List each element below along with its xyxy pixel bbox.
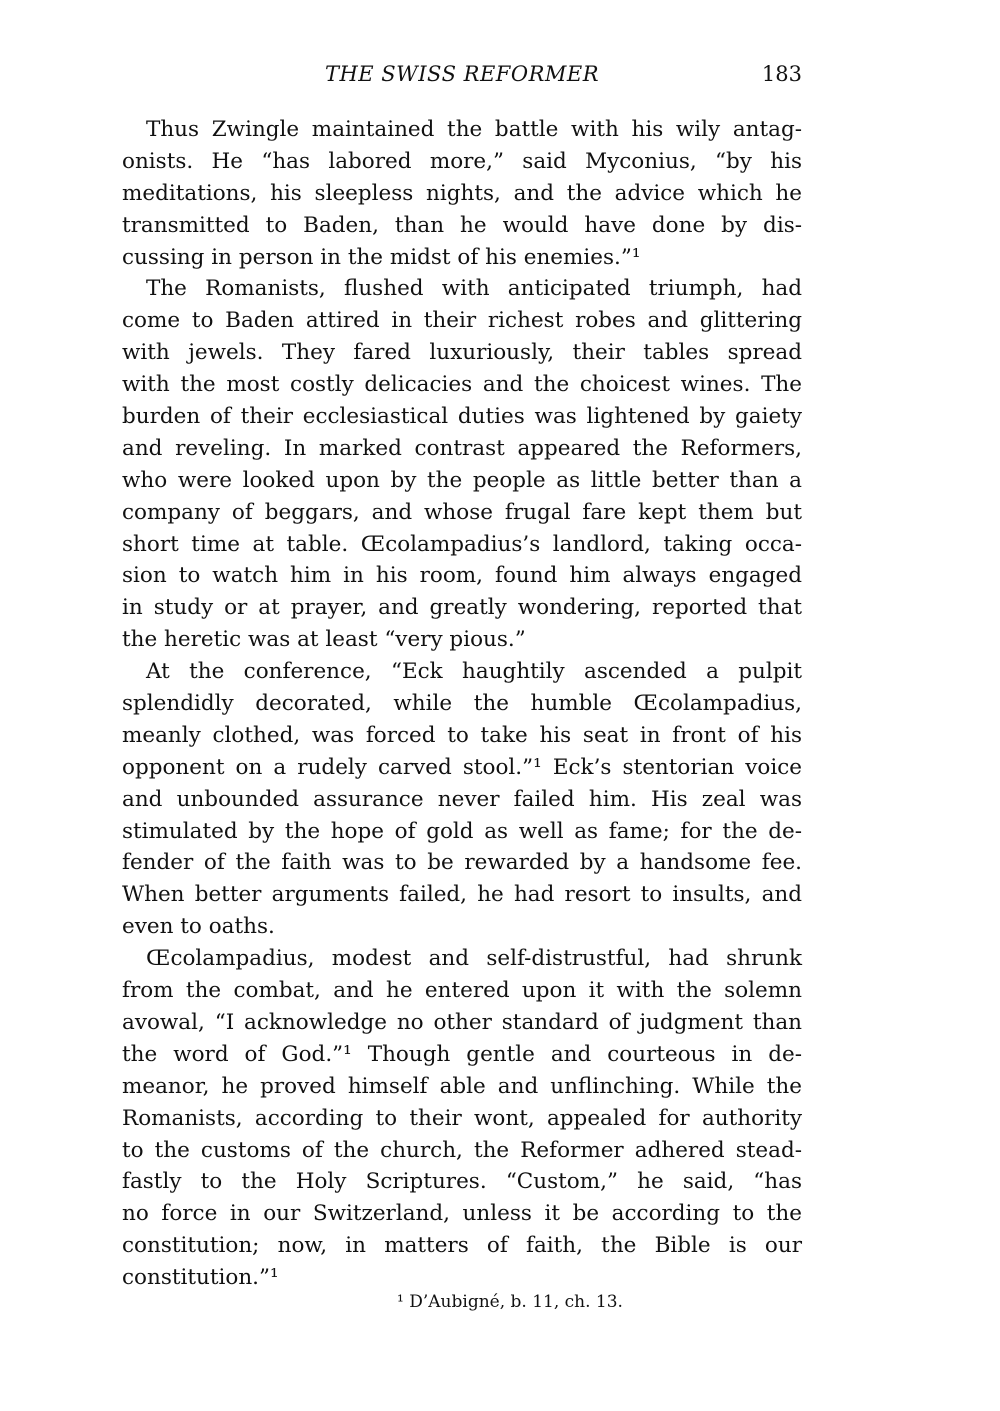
text-line: with the most costly delicacies and the choicest wines. The [122,372,802,398]
text-line: stimulated by the hope of gold as well as fame; for the de- [122,818,802,844]
text-line: Romanists, according to their wont, appealed for authority [122,1105,802,1131]
text-line: in study or at prayer, and greatly wondering, reported that [122,595,802,621]
text-line: and unbounded assurance never failed him. His zeal was [122,786,802,812]
text-line: transmitted to Baden, than he would have done by dis- [122,212,802,238]
page-header [122,62,802,92]
text-line: fender of the faith was to be rewarded by a handsome fee. [122,850,802,876]
text-line: constitution.”¹ [122,1265,279,1291]
text-line: the word of God.”¹ Though gentle and courteous in de- [122,1041,802,1067]
running-title: THE SWISS REFORMER [324,62,600,86]
text-line: sion to watch him in his room, found him always engaged [122,563,802,589]
text-line: meanly clothed, was forced to take his seat in front of his [122,722,802,748]
text-line: come to Baden attired in their richest robes and glittering [122,308,802,334]
paragraph [122,656,802,943]
text-line: company of beggars, and whose frugal fare kept them but [122,499,802,525]
paragraph [122,943,802,1294]
text-line: onists. He “has labored more,” said Myconius, “by his [122,148,802,174]
text-line: Œcolampadius, modest and self-distrustful, had shrunk [146,946,802,972]
text-line: no force in our Switzerland, unless it be according to the [122,1201,802,1227]
text-line: splendidly decorated, while the humble Œcolampadius, [122,691,802,717]
text-line: meditations, his sleepless nights, and the advice which he [122,180,802,206]
footnote: ¹ D’Aubigné, b. 11, ch. 13. [397,1292,623,1312]
text-line: At the conference, “Eck haughtily ascended a pulpit [146,659,802,685]
text-line: from the combat, and he entered upon it with the solemn [122,978,802,1004]
text-line: When better arguments failed, he had resort to insults, and [122,882,802,908]
text-line: meanor, he proved himself able and unflinching. While the [122,1073,802,1099]
text-line: and reveling. In marked contrast appeared the Reformers, [122,435,802,461]
paragraph [122,273,802,656]
body-text [122,114,802,1294]
text-line: constitution; now, in matters of faith, the Bible is our [122,1233,802,1259]
page-number: 183 [761,62,802,86]
text-line: opponent on a rudely carved stool.”¹ Eck’s stentorian voice [122,754,802,780]
text-line: The Romanists, flushed with anticipated triumph, had [146,276,802,302]
text-line: avowal, “I acknowledge no other standard of judgment than [122,1009,802,1035]
text-line: even to oaths. [122,914,275,940]
text-line: burden of their ecclesiastical duties was lightened by gaiety [122,404,802,430]
text-line: the heretic was at least “very pious.” [122,627,526,653]
text-line: with jewels. They fared luxuriously, their tables spread [122,340,802,366]
text-line: fastly to the Holy Scriptures. “Custom,” he said, “has [122,1169,802,1195]
text-line: short time at table. Œcolampadius’s landlord, taking occa- [122,531,802,557]
text-line: cussing in person in the midst of his enemies.”¹ [122,244,641,270]
text-line: who were looked upon by the people as little better than a [122,467,802,493]
text-line: Thus Zwingle maintained the battle with his wily antag- [146,117,802,142]
text-line: to the customs of the church, the Reformer adhered stead- [122,1137,802,1163]
paragraph [122,114,802,273]
